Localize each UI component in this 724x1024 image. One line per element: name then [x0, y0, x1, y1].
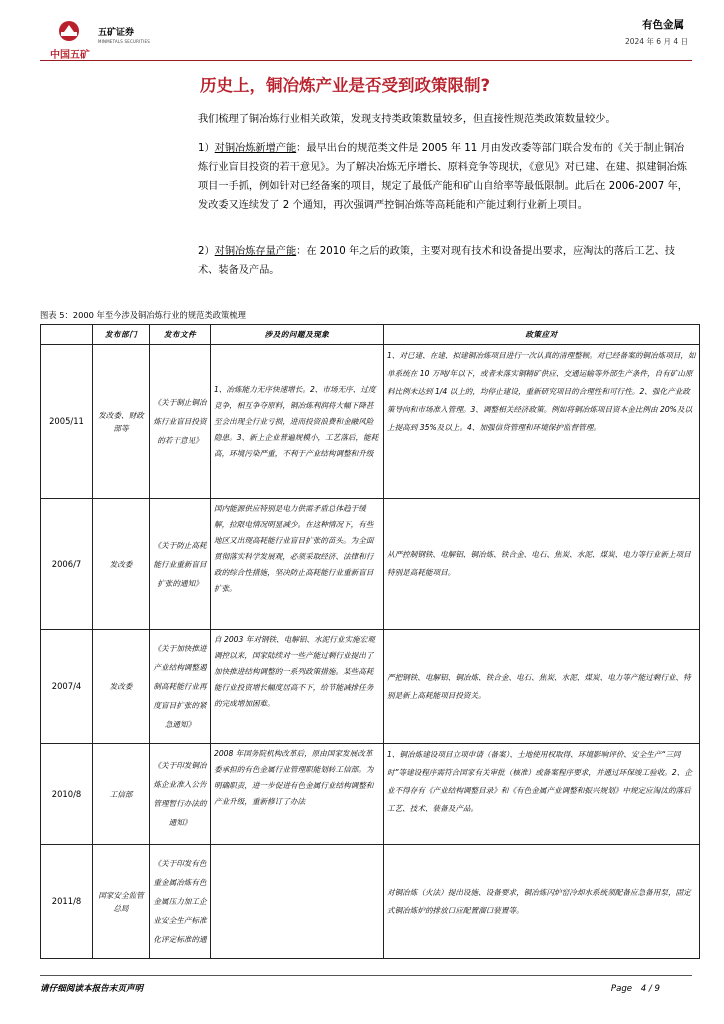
table-row [41, 345, 700, 499]
cell-dept: 发改委 [93, 499, 150, 630]
cell-date: 2005/11 [41, 345, 93, 499]
report-date: 2024 年 6 月 4 日 [624, 37, 688, 46]
paragraph-number: 1） [198, 143, 215, 154]
cell-doc: 《关于印发有色重金属冶炼有色金属压力加工企业安全生产标准化评定标准的通 [150, 845, 211, 959]
header-issue: 涉及的问题及现象 [211, 325, 384, 345]
cell-doc: 《关于加快推进产业结构调整遏制高耗能行业再度盲目扩张的紧急通知》 [150, 630, 211, 744]
cell-response: 严把钢铁、电解铝、铜冶炼、铁合金、电石、焦炭、水泥、煤炭、电力等产能过剩行业、特别是新上高耗能项目投资关。 [384, 630, 700, 744]
cell-issue: 2008 年国务院机构改革后，原由国家发展改革委承担的有色金属行业管理职能划转工信部。为明确职责，进一步促进有色金属行业结构调整和产业升级，重新修订了办法 [211, 744, 384, 845]
cell-dept: 国家安全监管总局 [93, 845, 150, 959]
table-row [41, 630, 700, 744]
cell-response: 1、铜冶炼建设项目立项申请（备案）、土地使用权取得、环境影响评价、安全生产“三同时”等建设程序需符合国家有关审批（核准）或备案程序要求，并通过环保竣工验收。2、企业不得存有《产业结构调整目录》和《有色金属产业调整和振兴规划》中规定应淘汰的落后工艺、技术、装备及产品。 [384, 744, 700, 845]
table-row [41, 744, 700, 845]
cell-dept: 工信部 [93, 744, 150, 845]
sector-label: 有色金属 [642, 19, 684, 31]
company-logo [46, 20, 166, 61]
page-number: Page 4 / 9 [610, 984, 660, 994]
footer-divider [40, 975, 692, 976]
cell-response: 从严控制钢铁、电解铝、铜冶炼、铁合金、电石、焦炭、水泥、煤炭、电力等行业新上项目特别是高耗能项目。 [384, 499, 700, 630]
logo-sub-text: 五矿证券 [98, 28, 135, 38]
paragraph-label: 对铜冶炼存量产能 [214, 246, 297, 257]
header-dept: 发布部门 [93, 325, 150, 345]
header-divider [40, 60, 692, 61]
cell-response: 1、对已建、在建、拟建铜冶炼项目进行一次认真的清理整顿。对已经备案的铜冶炼项目，如单系统在 10 万吨/年以下，或者未落实铜精矿供应、交通运输等外部生产条件，自有矿山原料比例未达到 1/4 以上的，均停止建设，重新研究项目的合理性和可行性。2、强化产业政策导向和市场准入管理。3、调整相关经济政策。例如将铜冶炼项目资本金比例由 20%及以上提高到 35%及以上。4、加强信贷管理和环境保护监督管理。 [384, 345, 700, 499]
cell-issue [211, 845, 384, 959]
cell-date: 2011/8 [41, 845, 93, 959]
cell-doc: 《关于防止高耗能行业重新盲目扩张的通知》 [150, 499, 211, 630]
logo-main-text: 中国五矿 [50, 50, 90, 61]
cell-doc: 《关于制止铜冶炼行业盲目投资的若干意见》 [150, 345, 211, 499]
cell-date: 2010/8 [41, 744, 93, 845]
cell-date: 2007/4 [41, 630, 93, 744]
table-row [41, 499, 700, 630]
cell-doc: 《关于印发铜冶炼企业准入公告管理暂行办法的通知》 [150, 744, 211, 845]
header-date [41, 325, 93, 345]
paragraph-new-capacity [198, 139, 688, 215]
footer-disclaimer: 请仔细阅读本报告末页声明 [40, 984, 144, 994]
header-response: 政策应对 [384, 325, 700, 345]
table-row [41, 845, 700, 959]
section-title: 历史上，铜冶炼产业是否受到政策限制? [200, 76, 491, 95]
cell-issue: 自 2003 年对钢铁、电解铝、水泥行业实施宏观调控以来，国家陆续对一些产能过剩行业提出了加快推进结构调整的一系列政策措施。某些高耗能行业投资增长幅度居高不下，给节能减排任务的完成增加困难。 [211, 630, 384, 744]
logo-sub-en-text: MINMETALS SECURITIES [98, 39, 150, 44]
table-caption: 图表 5：2000 年至今涉及铜冶炼行业的规范类政策梳理 [40, 310, 246, 320]
cell-issue: 国内能源供应特别是电力供需矛盾总体趋于缓解，拉限电情况明显减少。在这种情况下，有些地区又出现高耗能行业盲目扩张的苗头。为全面贯彻落实科学发展观，必须采取经济、法律和行政的综合性措施，坚决防止高耗能行业重新盲目扩张。 [211, 499, 384, 630]
policy-table [40, 324, 700, 959]
minmetals-emblem-icon [58, 20, 80, 42]
table-header-row [41, 325, 700, 345]
paragraph-body: ：最早出台的规范类文件是 2005 年 11 月由发改委等部门联合发布的《关于制止铜冶炼行业盲目投资的若干意见》。为了解决冶炼无序增长、原料竞争等现状，《意见》对已建、在建、拟建铜冶炼项目一手抓，例如针对已经备案的项目，规定了最低产能和矿山自给率等最低限制。此后在 2006-2007 年，发改委又连续发了 2 个通知，再次强调严控铜冶炼等高耗能和产能过剩行业新上项目。 [198, 143, 688, 211]
paragraph-label: 对铜冶炼新增产能 [214, 143, 297, 154]
intro-paragraph: 我们梳理了铜冶炼行业相关政策，发现支持类政策数量较多，但直接性规范类政策数量较少。 [198, 114, 616, 125]
paragraph-body: ：在 2010 年之后的政策，主要对现有技术和设备提出要求，应淘汰的落后工艺、技术、装备及产品。 [198, 246, 675, 276]
cell-date: 2006/7 [41, 499, 93, 630]
paragraph-number: 2） [198, 246, 215, 257]
cell-response: 对铜冶炼（火法）提出设施、设备要求，铜冶炼闪炉窑冷却水系统须配备应急备用泵，固定式铜冶炼炉的排放口应配置溜口装置等。 [384, 845, 700, 959]
cell-issue: 1、冶炼能力无序快速增长。2、市场无序、过度竞争，相互争夺原料，铜冶炼利润将大幅下降甚至会出现全行业亏损，进而投资浪费和金融风险隐患。3、新上企业普遍规模小，工艺落后，能耗高，环境污染严重，不利于产业结构调整和升级 [211, 345, 384, 499]
paragraph-existing-capacity [198, 242, 688, 280]
header-doc: 发布文件 [150, 325, 211, 345]
cell-dept: 发改委、财政部等 [93, 345, 150, 499]
cell-dept: 发改委 [93, 630, 150, 744]
